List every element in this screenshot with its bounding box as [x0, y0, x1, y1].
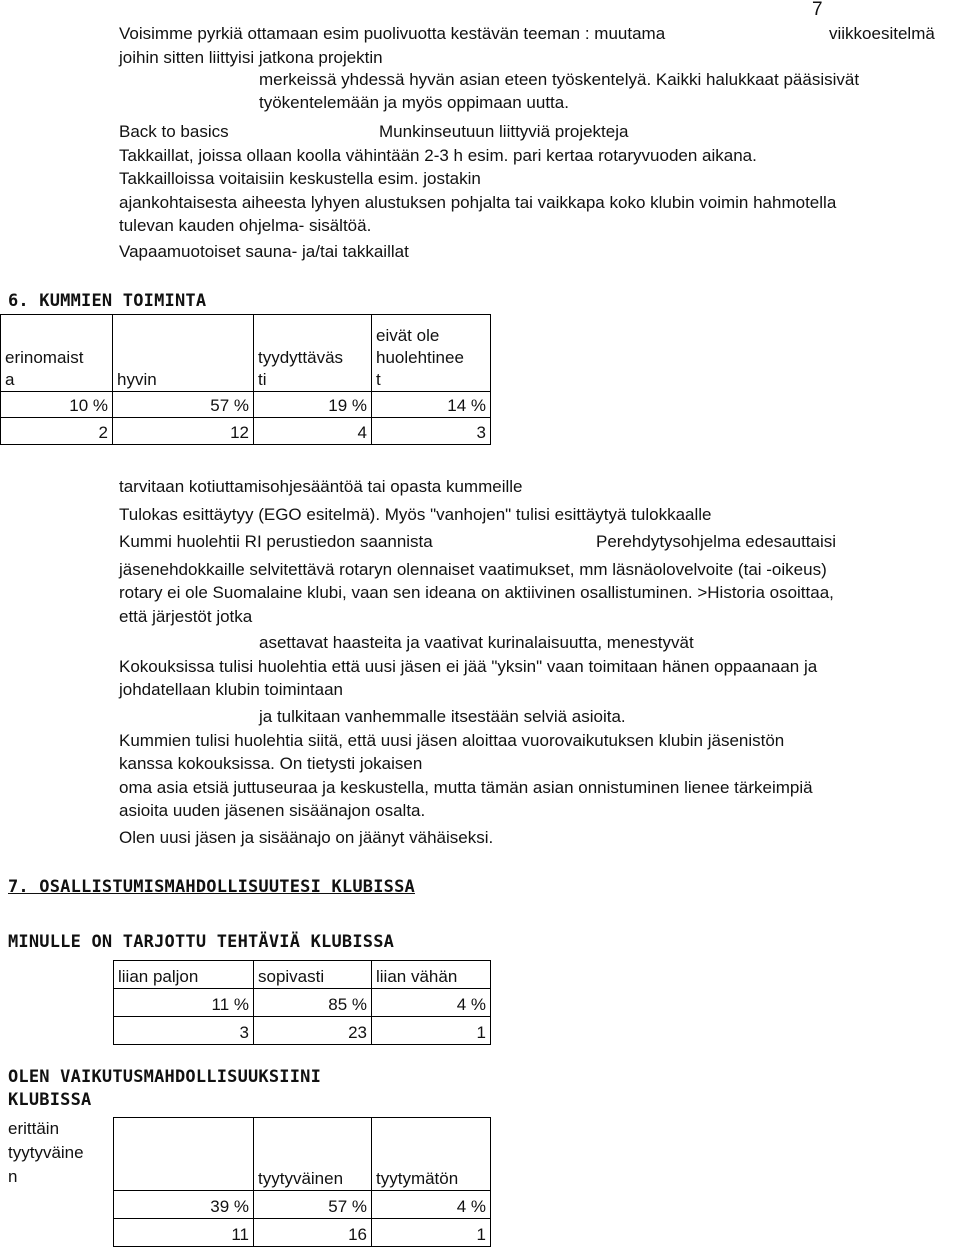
influence-first-column-header: erittäin tyytyväine n [8, 1119, 84, 1186]
comment-line: Perehdytysohjelma edesauttaisi [596, 532, 837, 551]
table-cell: 4 % [372, 1191, 491, 1219]
subsection-heading-influence-cont: KLUBISSA [8, 1090, 92, 1110]
influence-table [113, 1117, 491, 1247]
table-header-cell: eivät ole huolehtinee t [372, 315, 491, 392]
table-cell: 19 % [254, 392, 372, 418]
intro-line: viikkoesitelmä [829, 24, 935, 43]
intro-line: joihin sitten liittyisi jatkona projektin [119, 48, 383, 67]
intro-line: Voisimme pyrkiä ottamaan esim puolivuotta kestävän teeman : muutama [119, 24, 666, 43]
table-header-cell: tyytymätön [372, 1118, 491, 1191]
table-cell: 12 [113, 418, 254, 445]
comment-line: asioita uuden jäsenen sisäänajon osalta. [119, 801, 426, 820]
subsection-heading-tasks: MINULLE ON TARJOTTU TEHTÄVIÄ KLUBISSA [8, 932, 395, 952]
comment-line: asettavat haasteita ja vaativat kurinalaisuutta, menestyvät [259, 633, 694, 652]
table-cell: 14 % [372, 392, 491, 418]
table-header-cell: tyytyväinen [254, 1118, 372, 1191]
table-cell: 57 % [113, 392, 254, 418]
comment-line: Olen uusi jäsen ja sisäänajo on jäänyt vähäiseksi. [119, 828, 494, 847]
table-header-cell: erinomaist a [1, 315, 113, 392]
table-cell: 11 [114, 1219, 254, 1247]
page-number: 7 [812, 0, 823, 20]
comment-line: ja tulkitaan vanhemmalle itsestään selviä asioita. [259, 707, 626, 726]
intro-line: työkentelemään ja myös oppimaan uutta. [259, 93, 569, 112]
table-header-cell: liian paljon [114, 961, 254, 989]
table-cell: 10 % [1, 392, 113, 418]
kummi-rating-table [0, 314, 491, 445]
table-cell: 4 [254, 418, 372, 445]
table-cell: 3 [372, 418, 491, 445]
comment-line: johdatellaan klubin toimintaan [119, 680, 343, 699]
subsection-heading-influence: OLEN VAIKUTUSMAHDOLLISUUKSIINI [8, 1067, 322, 1087]
comment-line: että järjestöt jotka [119, 607, 253, 626]
comment-line: tarvitaan kotiuttamisohjesääntöä tai opasta kummeille [119, 477, 523, 496]
tasks-table [113, 960, 491, 1045]
table-cell: 3 [114, 1017, 254, 1045]
table-header-cell-empty [114, 1118, 254, 1191]
table-cell: 1 [372, 1017, 491, 1045]
table-cell: 39 % [114, 1191, 254, 1219]
intro-line: Back to basics [119, 122, 229, 141]
comment-line: kanssa kokouksissa. On tietysti jokaisen [119, 754, 423, 773]
intro-line: tulevan kauden ohjelma- sisältöä. [119, 216, 372, 235]
intro-line: merkeissä yhdessä hyvän asian eteen työskentelyä. Kaikki halukkaat pääsisivät [259, 70, 860, 89]
table-cell: 57 % [254, 1191, 372, 1219]
table-header-cell: hyvin [113, 315, 254, 392]
section-7-heading: 7. OSALLISTUMISMAHDOLLISUUTESI KLUBISSA [8, 877, 415, 897]
comment-line: Kokouksissa tulisi huolehtia että uusi jäsen ei jää "yksin" vaan toimitaan hänen oppaanaan ja [119, 657, 818, 676]
table-cell: 23 [254, 1017, 372, 1045]
table-cell: 1 [372, 1219, 491, 1247]
table-header-cell: sopivasti [254, 961, 372, 989]
table-header-cell: tyydyttäväs ti [254, 315, 372, 392]
table-cell: 11 % [114, 989, 254, 1017]
table-cell: 2 [1, 418, 113, 445]
comment-line: rotary ei ole Suomalaine klubi, vaan sen ideana on aktiivinen osallistuminen. >Historia osoittaa, [119, 583, 834, 602]
comment-line: jäsenehdokkaille selvitettävä rotaryn olennaiset vaatimukset, mm läsnäolovelvoite (tai -oikeus) [119, 560, 827, 579]
intro-line: Munkinseutuun liittyviä projekteja [379, 122, 629, 141]
comment-line: oma asia etsiä juttuseuraa ja keskustella, mutta tämän asian onnistuminen lienee tärkeimpiä [119, 778, 813, 797]
comment-line: Kummi huolehtii RI perustiedon saannista [119, 532, 433, 551]
section-6-heading: 6. KUMMIEN TOIMINTA [8, 291, 207, 311]
table-cell: 16 [254, 1219, 372, 1247]
table-cell: 4 % [372, 989, 491, 1017]
intro-line: Takkailloissa voitaisiin keskustella esim. jostakin [119, 169, 481, 188]
comment-line: Tulokas esittäytyy (EGO esitelmä). Myös "vanhojen" tulisi esittäytyä tulokkaalle [119, 505, 712, 524]
table-cell: 85 % [254, 989, 372, 1017]
table-header-cell: liian vähän [372, 961, 491, 989]
comment-line: Kummien tulisi huolehtia siitä, että uusi jäsen aloittaa vuorovaikutuksen klubin jäsenistön [119, 731, 785, 750]
intro-line: Takkaillat, joissa ollaan koolla vähintään 2-3 h esim. pari kertaa rotaryvuoden aikana. [119, 146, 757, 165]
intro-line: ajankohtaisesta aiheesta lyhyen alustuksen pohjalta tai vaikkapa koko klubin voimin hahmotella [119, 193, 837, 212]
intro-line: Vapaamuotoiset sauna- ja/tai takkaillat [119, 242, 409, 261]
